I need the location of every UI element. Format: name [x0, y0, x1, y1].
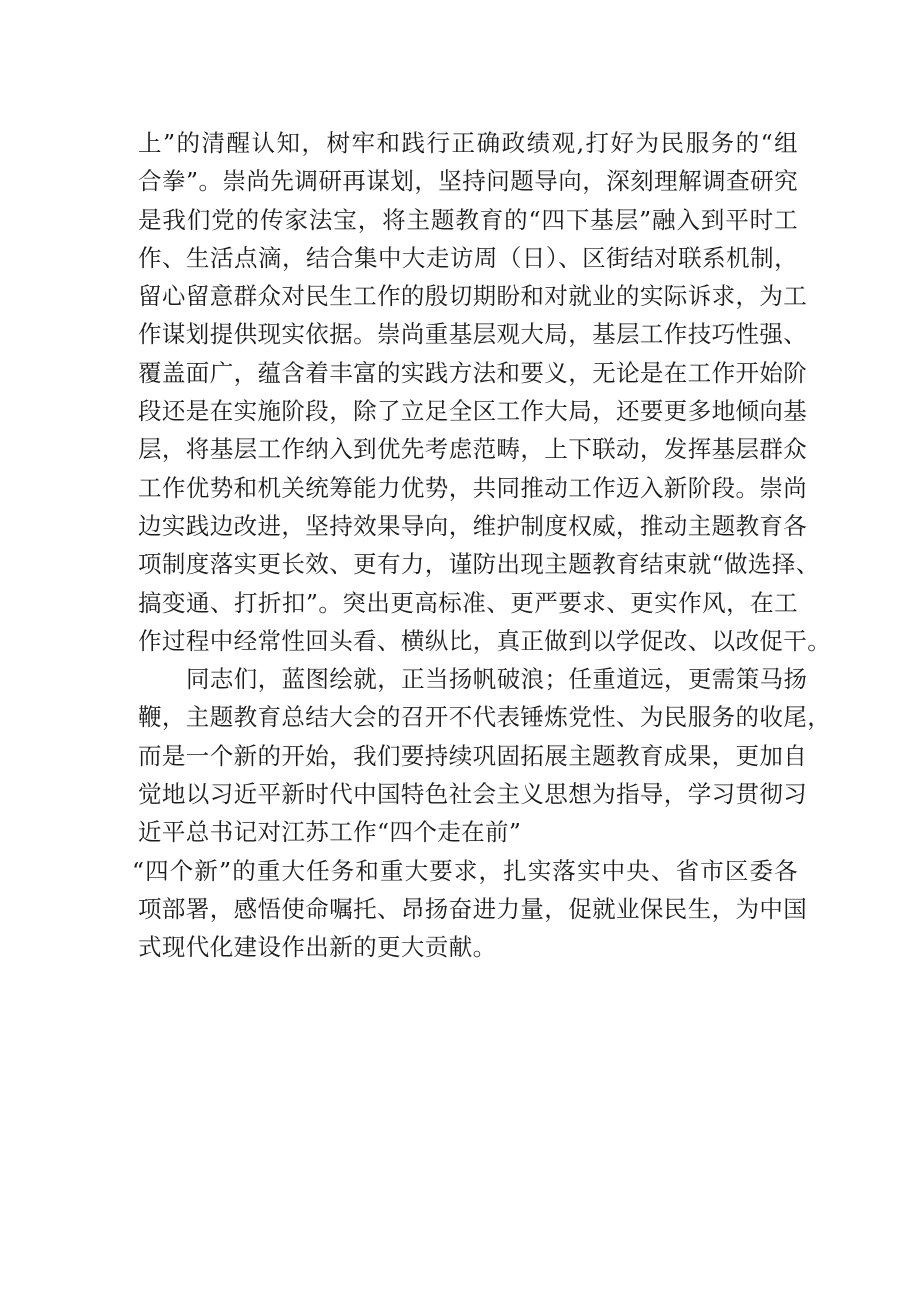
text-line: 段还是在实施阶段，除了立足全区工作大局，还要更多地倾向基	[138, 397, 808, 426]
text-line: 作、生活点滴，结合集中大走访周（日）、区街结对联系机制，	[138, 243, 798, 272]
text-line-last: 式现代化建设作出新的更大贡献。	[138, 933, 497, 962]
text-line: 上”的清醒认知，树牢和践行正确政绩观,打好为民服务的“组	[138, 129, 798, 157]
body-text	[132, 124, 832, 967]
text-line: 是我们党的传家法宝，将主题教育的“四下基层”融入到平时工	[138, 205, 798, 234]
text-line: 覆盖面广，蕴含着丰富的实践方法和要义，无论是在工作开始阶	[138, 358, 808, 387]
text-line: 搞变通、打折扣”。突出更高标准、更严要求、更实作风，在工	[138, 588, 798, 617]
text-line: “四个新”的重大任务和重大要求，扎实落实中央、省市区委各	[132, 856, 798, 885]
text-line: 鞭，主题教育总结大会的召开不代表锤炼党性、为民服务的收尾，	[138, 703, 832, 732]
text-line: 项制度落实更长效、更有力，谨防出现主题教育结束就“做选择、	[138, 550, 820, 579]
text-line: 边实践边改进，坚持效果导向，维护制度权威，推动主题教育各	[138, 511, 808, 540]
text-line: 作过程中经常性回头看、横纵比，真正做到以学促改、以改促干。	[138, 626, 832, 655]
paragraph-first-line: 同志们，蓝图绘就，正当扬帆破浪；任重道远，更需策马扬	[186, 665, 808, 694]
text-line: 层，将基层工作纳入到优先考虑范畴，上下联动，发挥基层群众	[138, 435, 808, 464]
text-line: 留心留意群众对民生工作的殷切期盼和对就业的实际诉求，为工	[138, 282, 808, 311]
text-line: 而是一个新的开始，我们要持续巩固拓展主题教育成果，更加自	[138, 741, 808, 770]
text-line: 工作优势和机关统筹能力优势，共同推动工作迈入新阶段。崇尚	[138, 473, 808, 502]
text-line: 觉地以习近平新时代中国特色社会主义思想为指导，学习贯彻习	[138, 780, 808, 809]
text-line: 近平总书记对江苏工作“四个走在前”	[138, 818, 522, 847]
text-line: 作谋划提供现实依据。崇尚重基层观大局，基层工作技巧性强、	[138, 320, 808, 349]
text-line: 合拳”。崇尚先调研再谋划，坚持问题导向，深刻理解调查研究	[138, 167, 798, 196]
text-line: 项部署，感悟使命嘱托、昂扬奋进力量，促就业保民生，为中国	[138, 894, 808, 923]
